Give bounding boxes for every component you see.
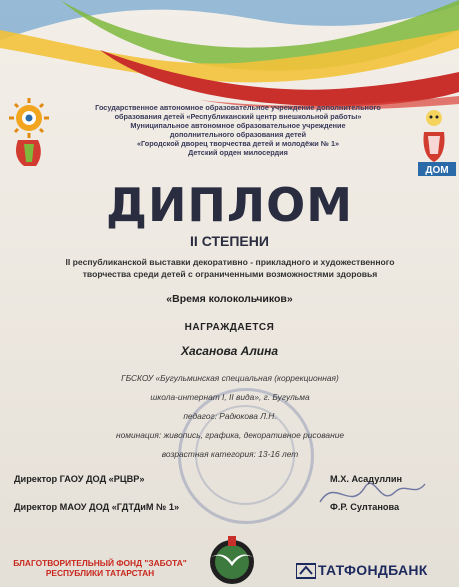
signatures-block	[14, 474, 446, 530]
bank-logo: ТАТФОНДБАНК	[318, 562, 428, 578]
award-details	[40, 369, 420, 464]
recipient-name: Хасанова Алина	[180, 344, 279, 358]
awarded-label: НАГРАЖДАЕТСЯ	[184, 322, 275, 333]
fund-line: БЛАГОТВОРИТЕЛЬНЫЙ ФОНД "ЗАБОТА"	[13, 558, 187, 568]
organizer-line: «Городской дворец творчества детей и молодёжи № 1»	[136, 139, 340, 148]
signature-row	[14, 502, 446, 530]
detail-line: педагог: Радюкова Л.Н.	[183, 411, 277, 421]
signer-name: М.Х. Асадуллин	[330, 474, 403, 484]
signature-row	[14, 474, 446, 502]
organizer-line: Детский орден милосердия	[188, 148, 288, 157]
organizer-line: Муниципальное автономное образовательное учреждение	[130, 121, 346, 130]
house-mascot-logo	[414, 102, 458, 182]
organizer-block	[58, 103, 418, 157]
detail-line: школа-интернат I, II вида», г. Бугульма	[150, 392, 310, 402]
event-name: «Время колокольчиков»	[166, 293, 293, 305]
event-line: творчества среди детей с ограниченными возможностями здоровья	[82, 269, 378, 279]
event-description	[14, 256, 446, 280]
signer-role: Директор МАОУ ДОД «ГДТДиМ № 1»	[14, 502, 180, 512]
decorative-ribbons	[0, 0, 459, 110]
emblem-icon	[204, 532, 260, 587]
detail-line: возрастная категория: 13-16 лет	[161, 449, 299, 459]
diploma-degree: II СТЕПЕНИ	[190, 233, 269, 249]
sun-mascot-logo	[4, 96, 54, 168]
organizer-line: Государственное автономное образовательное учреждение дополнительного	[95, 103, 381, 112]
event-line: II республиканской выставки декоративно - прикладного и художественного	[65, 257, 395, 267]
fund-line: РЕСПУБЛИКИ ТАТАРСТАН	[45, 568, 155, 578]
bank-icon	[296, 562, 316, 580]
organizer-line: дополнительного образования детей	[169, 130, 307, 139]
logo-right-text: ДОМ	[425, 165, 449, 176]
signer-role: Директор ГАОУ ДОД «РЦВР»	[14, 474, 145, 484]
detail-line: ГБСКОУ «Бугульминская специальная (коррекционная)	[121, 373, 339, 383]
organizer-line: образования детей «Республиканский центр внешкольной работы»	[114, 112, 362, 121]
signer-name: Ф.Р. Султанова	[330, 502, 400, 512]
detail-line: номинация: живопись, графика, декоративное рисование	[115, 430, 345, 440]
diploma-title: ДИПЛОМ	[105, 178, 354, 232]
charity-fund-logo	[0, 558, 200, 578]
